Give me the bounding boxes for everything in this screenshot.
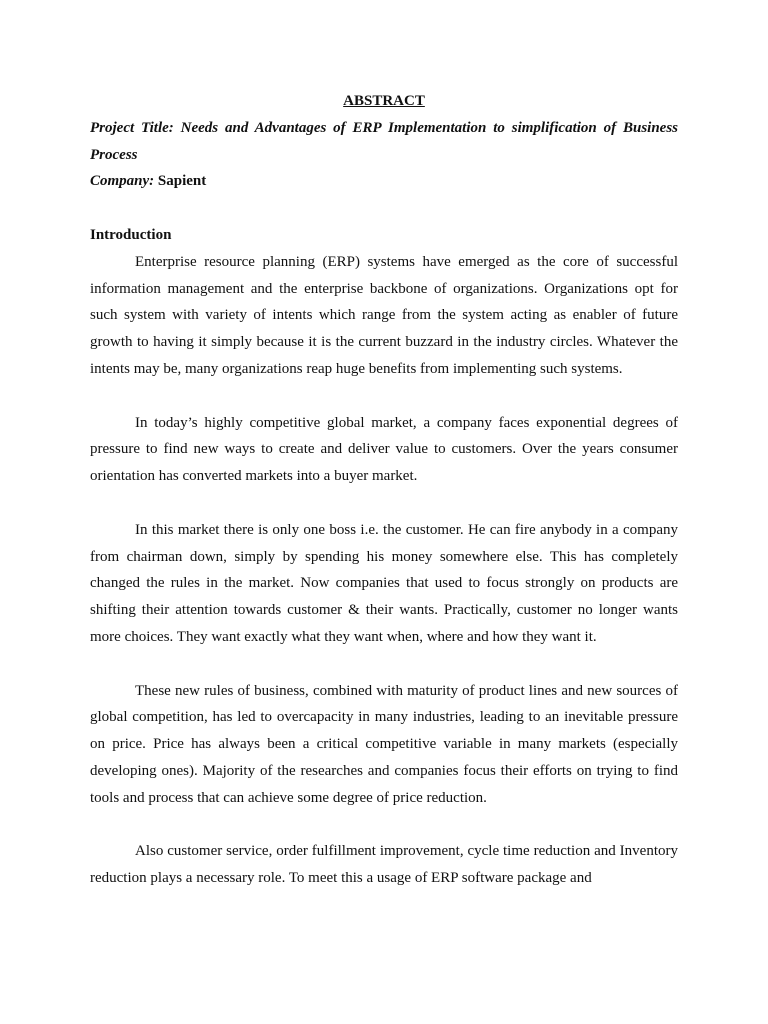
company-line xyxy=(90,168,678,195)
project-title xyxy=(90,115,678,169)
paragraph: Also customer service, order fulfillment improvement, cycle time reduction and Inventory reduction plays a necessary role. To meet this a usage of ERP software package and xyxy=(90,843,678,887)
paragraph: Enterprise resource planning (ERP) systems have emerged as the core of successful information management and the enterprise backbone of organizations. Organizations opt for such system with variety of intents which range from the system acting as enabler of future growth to having it simply because it is the current buzzard in the industry circles. Whatever the intents may be, many organizations reap huge benefits from implementing such systems. xyxy=(90,253,678,377)
paragraph: These new rules of business, combined with maturity of product lines and new sources of global competition, has led to overcapacity in many industries, leading to an inevitable pressure on price. Price has always been a critical competitive variable in many markets (especially developing ones). Majority of the researches and companies focus their efforts on trying to find tools and process that can achieve some degree of price reduction. xyxy=(90,682,678,806)
section-heading-introduction: Introduction xyxy=(90,226,172,243)
company-label: Company: xyxy=(90,173,155,190)
abstract-title: ABSTRACT xyxy=(343,93,425,109)
document-page xyxy=(90,88,678,919)
paragraph: In this market there is only one boss i.e. the customer. He can fire anybody in a company from chairman down, simply by spending his money somewhere else. This has completely changed the rules in the market. Now companies that used to focus strongly on products are shifting their attention towards customer & their wants. Practically, customer no longer wants more choices. They want exactly what they want when, where and how they want it. xyxy=(90,521,678,645)
paragraph: In today’s highly competitive global market, a company faces exponential degrees of pressure to find new ways to create and deliver value to customers. Over the years consumer orientation has converted markets into a buyer market. xyxy=(90,414,678,485)
project-title-label: Project Title: xyxy=(90,119,174,136)
project-title-text: Needs and Advantages of ERP Implementation to simplification of Business Process xyxy=(90,119,679,163)
company-name: Sapient xyxy=(157,173,207,190)
